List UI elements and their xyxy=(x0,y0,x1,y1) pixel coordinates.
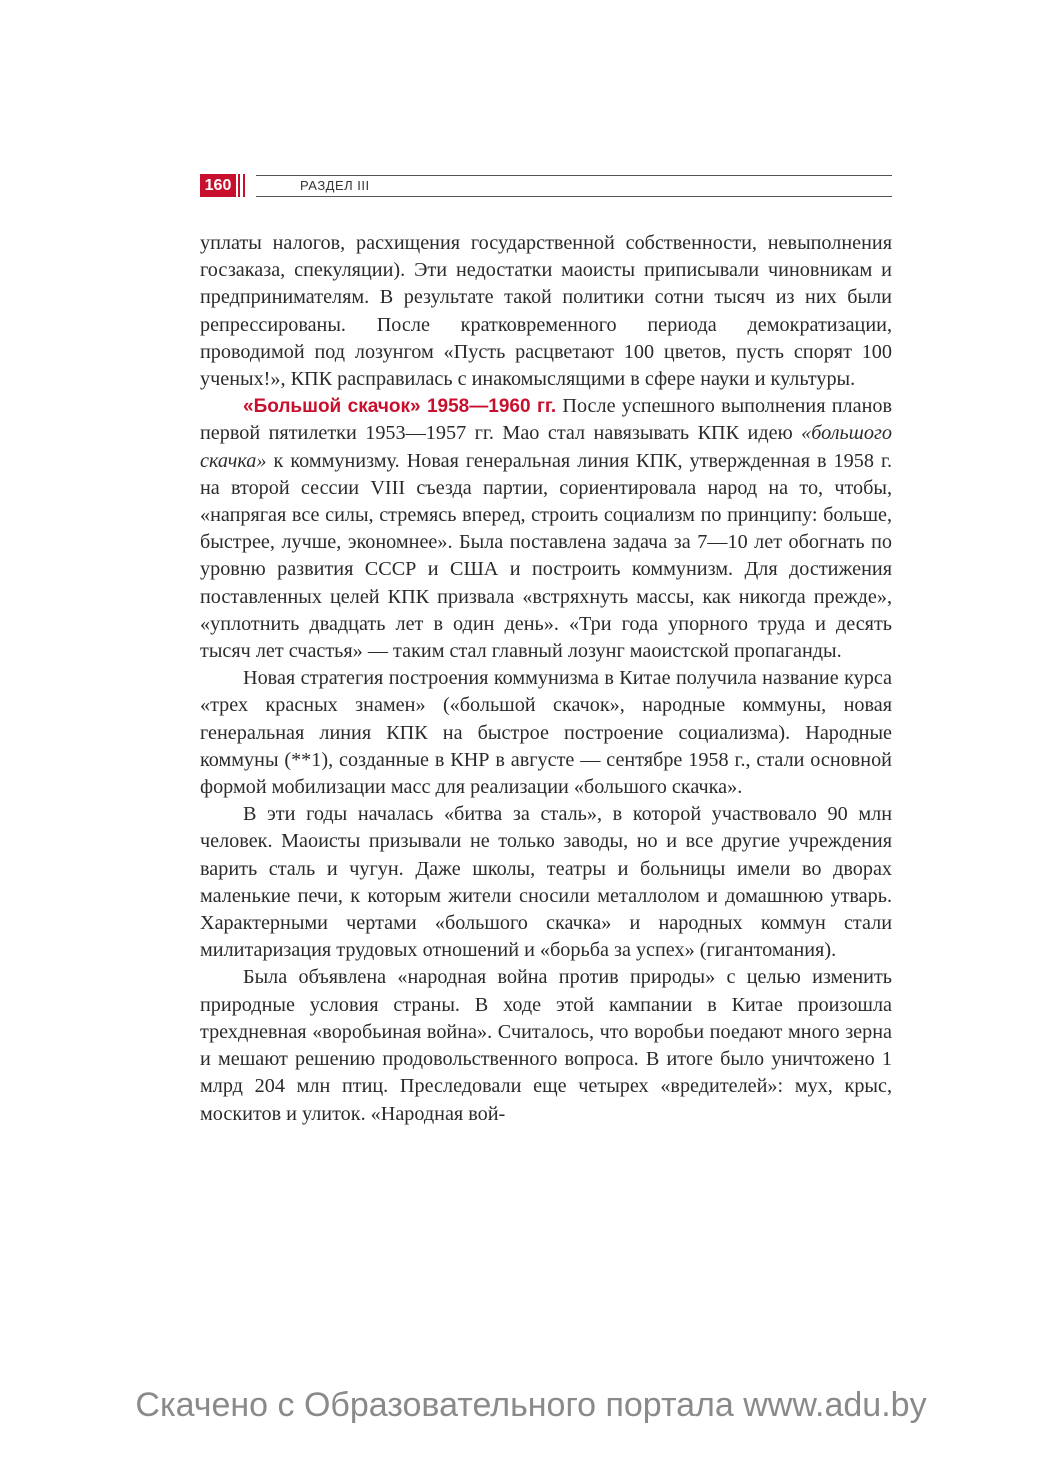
header-accent-bar xyxy=(238,174,240,197)
italic-term: «большого скачка» xyxy=(200,422,892,472)
header-rule-bottom xyxy=(256,196,892,197)
page-number: 160 xyxy=(200,174,236,197)
paragraph-5: Была объявлена «народная война против природы» с целью изменить природные условия страны. В ходе этой кампании в Китае произошла трехдневная «воробьиная война». Считалось, что воробьи поедают много зерна и мешают решению продовольственного вопроса. В итоге было уничтожено 1 млрд 204 млн птиц. Преследовали еще четырех «вредителей»: мух, крыс, москитов и улиток. «Народная вой- xyxy=(200,966,892,1125)
topic-heading: «Большой скачок» 1958—1960 гг. xyxy=(243,396,557,418)
running-header xyxy=(200,172,892,200)
header-accent-bars xyxy=(238,174,247,197)
header-accent-bar xyxy=(243,174,245,197)
body-text xyxy=(200,230,892,1128)
paragraph-2 xyxy=(200,393,892,665)
paragraph-2-text-b: к коммунизму. Новая генеральная линия КПК, утвержденная в 1958 г. на второй сессии VIII съезда партии, сориентировала народ на то, чтобы, «напрягая все силы, стремясь вперед, строить социализм по принципу: больше, быстрее, лучше, экономнее». Была поставлена задача за 7—10 лет обогнать по уровню развития СССР и США и построить коммунизм. Для достижения поставленных целей КПК призвала «встряхнуть массы, как никогда прежде», «уплотнить двадцать лет в один день». «Три года упорного труда и десять тысяч лет счастья» — таким стал главный лозунг маоистской пропаганды. xyxy=(200,449,892,663)
paragraph-3: Новая стратегия построения коммунизма в Китае получила название курса «трех красных знамен» («большой скачок», народные коммуны, новая генеральная линия КПК на быстрое построение социализма). Народные коммуны (**1), созданные в КНР в августе — сентябре 1958 г., стали основной формой мобилизации масс для реализации «большого скачка». xyxy=(200,667,892,799)
paragraph-2-text-a: После успешного выполнения планов первой пятилетки 1953—1957 гг. Мао стал навязывать КПК идею xyxy=(200,395,892,445)
section-label: РАЗДЕЛ III xyxy=(300,178,370,193)
header-rule-top xyxy=(256,175,892,176)
download-watermark: Скачено с Образовательного портала www.adu.by xyxy=(135,1386,927,1424)
paragraph-4: В эти годы началась «битва за сталь», в которой участвовало 90 млн человек. Маоисты призывали не только заводы, но и все другие учреждения варить сталь и чугун. Даже школы, театры и больницы имели во дворах маленькие печи, к которым жители сносили металлолом и домашнюю утварь. Характерными чертами «большого скачка» и народных коммун стали милитаризация трудовых отношений и «борьба за успех» (гигантомания). xyxy=(200,803,892,962)
paragraph-1: уплаты налогов, расхищения государственной собственности, невыполнения госзаказа, спекуляции). Эти недостатки маоисты приписывали чиновникам и предпринимателям. В результате такой политики сотни тысяч из них были репрессированы. После кратковременного периода демократизации, проводимой под лозунгом «Пусть расцветают 100 цветов, пусть спорят 100 ученых!», КПК расправилась с инакомыслящими в сфере науки и культуры. xyxy=(200,232,892,391)
